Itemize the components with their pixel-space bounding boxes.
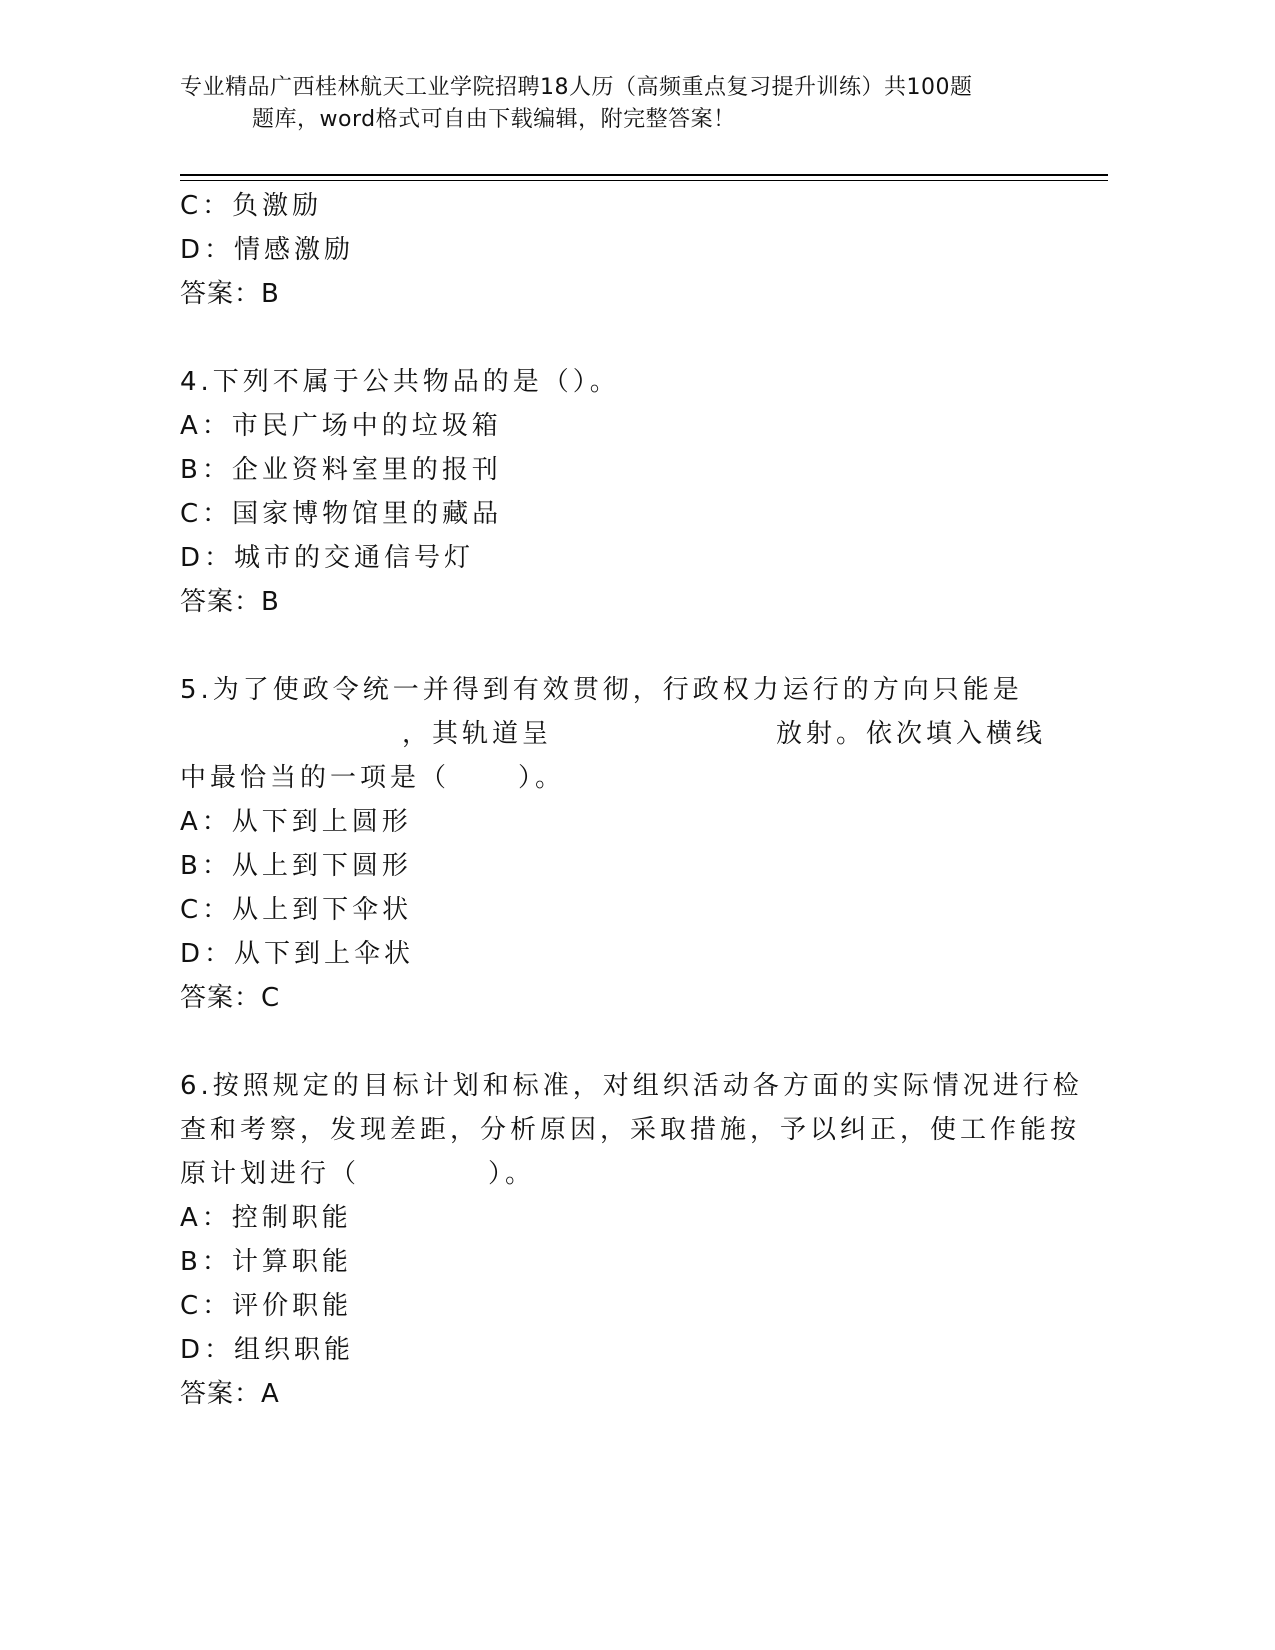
spacer [180,624,1080,668]
header-divider-thin [180,180,1108,181]
q6-option-b: B：计算职能 [180,1247,352,1277]
q5-stem-line3-part1: 中最恰当的一项是（ [180,763,451,793]
q5-option-c: C：从上到下伞状 [180,895,413,925]
q5-option-d: D：从下到上伞状 [180,939,415,969]
question-content [180,184,1083,1416]
q6-stem-line3-part1: 原计划进行（ [180,1159,361,1189]
q5-stem-line3-part2: ）。 [518,763,566,793]
q6-stem-line3-part2: ）。 [488,1159,536,1189]
q3-option-c: C：负激励 [180,191,323,221]
q4-option-b: B：企业资料室里的报刊 [180,455,502,485]
q5-stem-line3 [180,756,1080,800]
q4-stem: 4.下列不属于公共物品的是（）。 [180,367,620,397]
header-title-line2: 题库，word格式可自由下载编辑，附完整答案！ [252,107,736,132]
q6-stem-line1: 6.按照规定的目标计划和标准，对组织活动各方面的实际情况进行检 [180,1071,1083,1101]
q6-stem-line2: 查和考察，发现差距，分析原因，采取措施，予以纠正，使工作能按 [180,1115,1081,1145]
page-header [180,72,1070,136]
q5-stem-line2-part1: ，其轨道呈 [402,719,553,749]
q6-option-a: A：控制职能 [180,1203,352,1233]
q3-answer: 答案：B [180,279,280,309]
spacer [180,316,1080,360]
q4-option-a: A：市民广场中的垃圾箱 [180,411,502,441]
q6-option-d: D：组织职能 [180,1335,355,1365]
q6-answer: 答案：A [180,1379,280,1409]
q5-option-a: A：从下到上圆形 [180,807,412,837]
q6-option-c: C：评价职能 [180,1291,353,1321]
header-title-line1: 专业精品广西桂林航天工业学院招聘18人历（高频重点复习提升训练）共100题 [180,75,973,100]
q5-option-b: B：从上到下圆形 [180,851,412,881]
q4-option-c: C：国家博物馆里的藏品 [180,499,503,529]
q5-stem-line1: 5.为了使政令统一并得到有效贯彻，行政权力运行的方向只能是 [180,675,1023,705]
header-divider-thick [180,174,1108,176]
q5-stem-line2 [180,712,1080,756]
q4-option-d: D：城市的交通信号灯 [180,543,475,573]
spacer [180,1020,1080,1064]
q3-option-d: D：情感激励 [180,235,355,265]
q4-answer: 答案：B [180,587,280,617]
q6-stem-line3 [180,1152,1080,1196]
q5-answer: 答案：C [180,983,281,1013]
q5-stem-line2-part2: 放射。依次填入横线 [776,719,1047,749]
